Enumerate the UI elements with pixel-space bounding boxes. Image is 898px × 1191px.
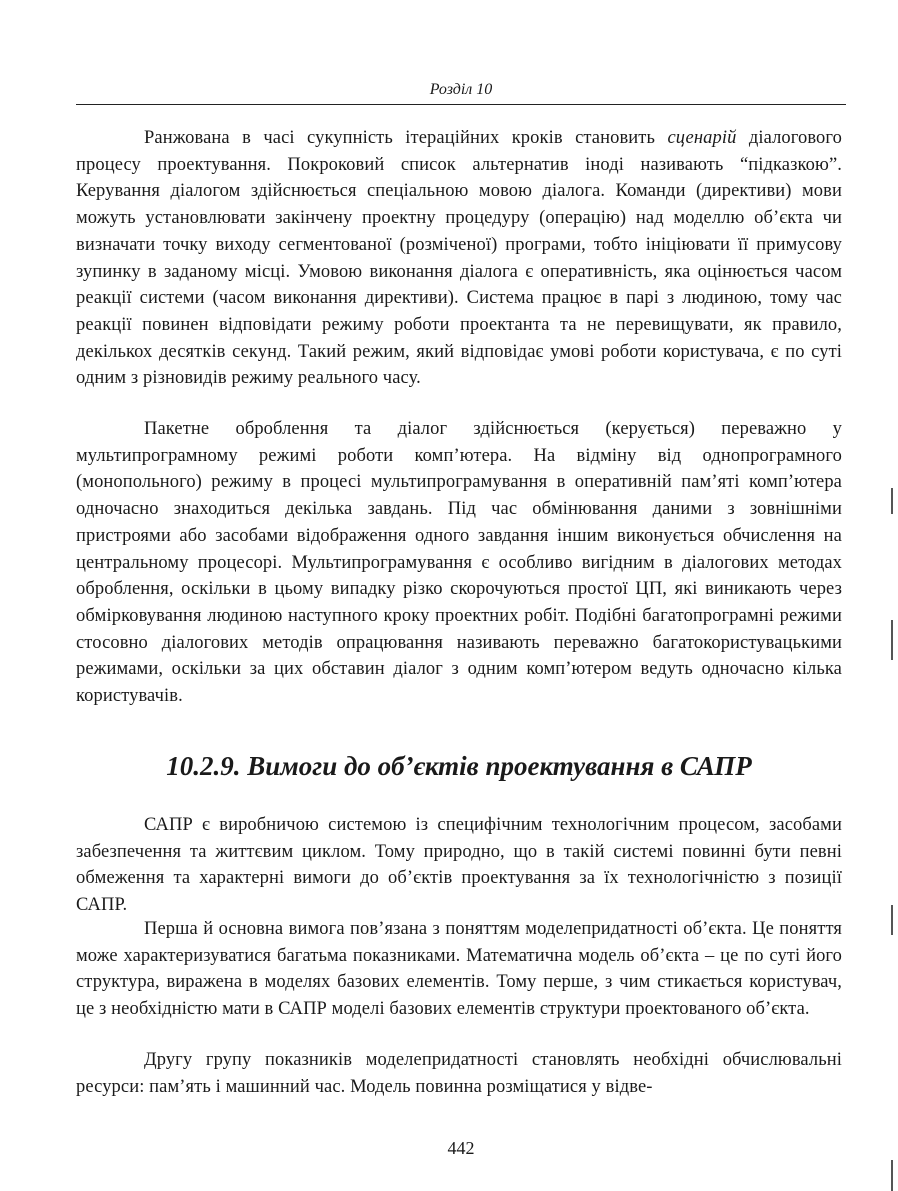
scan-edge-mark (891, 905, 893, 935)
running-header: Розділ 10 (429, 81, 493, 98)
paragraph-scenario (76, 125, 842, 392)
paragraph-multiprogramming: Пакетне оброблення та діалог здійснюється (керується) переважно у мультипрограмному режимі роботи комп’ютера. На відміну від однопрограмного (монопольного) режиму в процесі мультипрограмування в оперативній пам’яті комп’ютера одночасно знаходиться декілька завдань. Під час обмінювання даними з зовнішніми пристроями або засобами відображення одного завдання іншим виконується обчислення на центральному процесорі. Мультипрограмування є особливо вигідним в діалогових методах оброблення, оскільки в цьому випадку різко скорочуються простої ЦП, які виникають через обмірковування людиною наступного кроку проектних робіт. Подібні багатопрограмні режими стосовно діалогових методів опрацювання називають переважно багатокористувацькими режимами, оскільки за цих обставин діалог з одним комп’ютером ведуть одночасно кілька користувачів. (76, 419, 842, 707)
scan-edge-mark (891, 620, 893, 660)
paragraph-second-requirement: Другу групу показників моделепридатності становлять необхідні обчислювальні ресурси: пам’ять і машинний час. Модель повинна розміщатися у відве- (76, 1050, 842, 1097)
header-divider (76, 104, 846, 105)
scan-edge-mark (891, 488, 893, 514)
paragraph-cad-system: САПР є виробничою системою із специфічним технологічним процесом, засобами забезпечення та життєвим циклом. Тому природно, що в такій системі повинні бути певні обмеження та характерні вимоги до об’єктів проектування за їх технологічністю з позиції САПР. (76, 815, 842, 916)
paragraph-text: Ранжована в часі сукупність ітераційних кроків становить (144, 128, 668, 148)
section-heading: 10.2.9. Вимоги до об’єктів проектування в САПР (166, 751, 752, 781)
emphasized-term: сценарій (667, 128, 737, 148)
paragraph-text: діалогового процесу проектування. Покроковий список альтернатив іноді називають “підказкою”. Керування діалогом здійснюється спеціальною мовою діалога. Команди (директиви) мови можуть установлювати закінчену проектну процедуру (операцію) над моделлю об’єкта чи визначати точку виходу сегментованої (розміченої) програми, тобто ініціювати її примусову зупинку в заданому місці. Умовою виконання діалога є оперативність, яка оцінюється часом реакції системи (часом виконання директиви). Система працює в парі з людиною, тому час реакції повинен відповідати режиму роботи проектанта та не перевищувати, як правило, декількох десятків секунд. Такий режим, який відповідає умові роботи користувача, є по суті одним з різновидів режиму реального часу. (76, 128, 842, 389)
paragraph-first-requirement: Перша й основна вимога пов’язана з поняттям моделепридатності об’єкта. Це поняття може характеризуватися багатьма показниками. Математична модель об’єкта – це по суті його структура, виражена в моделях базових елементів. Тому перше, з чим стикається користувач, це з необхідністю мати в САПР моделі базових елементів структури проектованого об’єкта. (76, 919, 842, 1020)
page-number: 442 (447, 1138, 475, 1158)
scan-edge-mark (891, 1160, 893, 1191)
